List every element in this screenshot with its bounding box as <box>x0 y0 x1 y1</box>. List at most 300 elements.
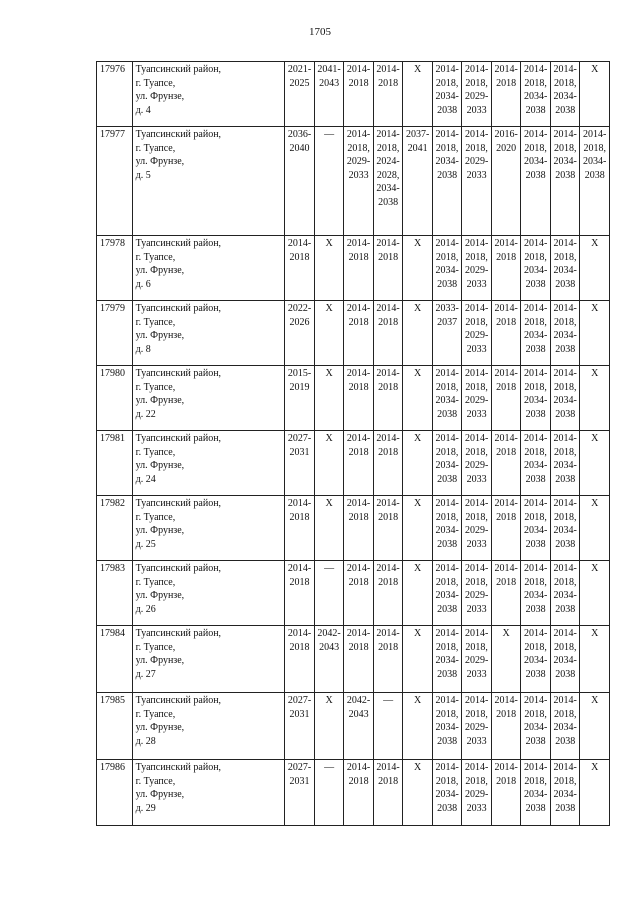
period-line: 2034- <box>553 525 577 536</box>
period-line: 2031 <box>289 775 310 787</box>
period-cell <box>521 366 551 431</box>
address-line: ул. Фрунзе, <box>135 525 185 536</box>
period-cell <box>521 626 551 693</box>
address-line: г. Туапсе, <box>135 316 176 328</box>
period-line: — <box>324 129 335 140</box>
period-line: 2033 <box>348 169 369 181</box>
address-line: д. 25 <box>135 538 156 550</box>
period-line: 2014- <box>287 238 312 249</box>
period-cell <box>432 693 462 760</box>
address-cell <box>132 62 285 127</box>
address-line: Туапсинский район, <box>135 498 222 509</box>
period-line: 2038 <box>525 538 546 550</box>
address-line: Туапсинский район, <box>135 238 222 249</box>
period-line: Х <box>325 238 333 249</box>
period-cell <box>462 760 492 826</box>
period-cell <box>344 236 374 301</box>
period-line: 2015- <box>287 368 312 379</box>
period-cell <box>550 496 580 561</box>
period-cell <box>403 496 433 561</box>
period-line: 2018 <box>496 775 517 787</box>
period-line: 2029- <box>464 156 489 167</box>
period-cell <box>373 127 403 236</box>
period-cell <box>314 760 344 826</box>
address-line: г. Туапсе, <box>135 77 176 89</box>
period-line: 2014- <box>583 129 607 140</box>
period-line: 2014- <box>494 64 518 75</box>
period-line: 2038 <box>555 735 576 747</box>
period-cell <box>521 127 551 236</box>
period-cell <box>491 366 521 431</box>
period-cell <box>550 760 580 826</box>
period-cell <box>373 431 403 496</box>
period-line: 2018 <box>348 251 369 263</box>
period-line: 2014- <box>553 628 577 639</box>
period-line: 2034- <box>553 789 577 800</box>
period-line: 2034- <box>435 395 459 406</box>
period-line: 2018, <box>435 576 459 588</box>
address-cell <box>132 127 285 236</box>
period-cell <box>432 301 462 366</box>
period-line: 2014- <box>346 238 371 249</box>
period-cell <box>491 496 521 561</box>
period-cell <box>462 301 492 366</box>
address-line: Туапсинский район, <box>135 762 222 773</box>
period-line: 2018, <box>553 316 577 328</box>
period-cell <box>314 561 344 626</box>
period-cell <box>403 693 433 760</box>
period-line: 2033 <box>466 278 487 290</box>
period-line: 2034- <box>435 156 459 167</box>
address-line: ул. Фрунзе, <box>135 722 185 733</box>
period-cell <box>550 301 580 366</box>
period-line: 2014- <box>435 129 459 140</box>
record-number: 17979 <box>97 301 133 366</box>
period-cell <box>521 431 551 496</box>
period-cell <box>580 561 610 626</box>
period-cell <box>580 127 610 236</box>
period-line: 2034- <box>435 789 459 800</box>
period-line: 2018, <box>465 446 488 458</box>
period-line: 2037 <box>437 316 458 328</box>
address-line: г. Туапсе, <box>135 142 176 154</box>
period-line: 2027- <box>287 762 312 773</box>
period-cell <box>491 62 521 127</box>
period-cell <box>550 626 580 693</box>
period-line: 2014- <box>435 433 459 444</box>
table-row <box>97 626 610 693</box>
period-line: 2041 <box>407 142 428 154</box>
period-line: 2018 <box>378 576 399 588</box>
period-cell <box>521 301 551 366</box>
period-line: 2014- <box>435 238 459 249</box>
period-cell <box>491 301 521 366</box>
period-line: 2018, <box>435 77 459 89</box>
period-line: Х <box>414 498 422 509</box>
period-cell <box>344 760 374 826</box>
period-line: — <box>324 762 335 773</box>
period-line: Х <box>502 628 510 639</box>
period-cell <box>432 431 462 496</box>
period-cell <box>521 693 551 760</box>
period-cell <box>403 366 433 431</box>
period-line: 2014- <box>376 368 400 379</box>
period-line: 2034- <box>376 183 400 194</box>
record-number: 17984 <box>97 626 133 693</box>
period-line: Х <box>591 695 599 706</box>
period-line: 2014- <box>494 563 518 574</box>
period-line: 2014- <box>464 303 489 314</box>
period-line: 2033 <box>466 343 487 355</box>
address-line: д. 4 <box>135 104 151 116</box>
address-cell <box>132 301 285 366</box>
period-line: Х <box>414 695 422 706</box>
period-line: Х <box>414 563 422 574</box>
address-cell <box>132 236 285 301</box>
period-cell <box>432 626 462 693</box>
period-line: 2014- <box>524 64 548 75</box>
table-row <box>97 431 610 496</box>
period-line: 2018 <box>348 77 369 89</box>
period-line: 2024- <box>376 156 400 167</box>
period-cell <box>491 626 521 693</box>
period-line: 2014- <box>376 238 400 249</box>
period-cell <box>580 760 610 826</box>
period-cell <box>314 301 344 366</box>
period-line: 2014- <box>524 762 548 773</box>
period-line: 2018, <box>524 708 547 720</box>
period-line: Х <box>591 368 599 379</box>
period-line: 2038 <box>525 735 546 747</box>
period-cell <box>344 693 374 760</box>
period-cell <box>373 561 403 626</box>
address-cell <box>132 561 285 626</box>
period-line: 2018, <box>553 641 577 653</box>
period-line: 2018 <box>378 251 399 263</box>
period-line: Х <box>591 628 599 639</box>
period-line: 2034- <box>553 460 577 471</box>
period-line: 2034- <box>553 91 577 102</box>
period-line: 2034- <box>435 722 459 733</box>
period-line: 2029- <box>464 460 489 471</box>
period-line: 2014- <box>376 129 400 140</box>
period-line: 2029- <box>464 265 489 276</box>
period-line: 2033 <box>466 169 487 181</box>
period-line: 2018, <box>553 511 577 523</box>
period-line: 2034- <box>553 722 577 733</box>
address-line: г. Туапсе, <box>135 381 176 393</box>
period-line: 2014- <box>435 498 459 509</box>
period-line: 2014- <box>376 433 400 444</box>
period-line: Х <box>325 368 333 379</box>
period-line: 2014- <box>435 695 459 706</box>
period-line: 2018 <box>496 708 517 720</box>
period-line: 2018 <box>378 511 399 523</box>
period-cell <box>403 236 433 301</box>
period-line: 2014- <box>287 563 312 574</box>
period-line: 2019 <box>289 381 310 393</box>
record-number: 17983 <box>97 561 133 626</box>
period-cell <box>344 62 374 127</box>
period-line: 2018, <box>435 251 459 263</box>
period-cell <box>285 301 315 366</box>
period-line: 2018 <box>348 641 369 653</box>
period-cell <box>285 626 315 693</box>
period-line: 2018, <box>465 775 488 787</box>
period-line: 2018 <box>378 446 399 458</box>
table-row <box>97 366 610 431</box>
period-line: 2014- <box>553 695 577 706</box>
period-line: 2018, <box>435 511 459 523</box>
period-cell <box>580 626 610 693</box>
period-line: Х <box>414 628 422 639</box>
period-line: 2034- <box>524 460 548 471</box>
period-line: 2014- <box>376 762 400 773</box>
period-line: 2034- <box>553 655 577 666</box>
period-cell <box>462 561 492 626</box>
period-line: 2018 <box>378 381 399 393</box>
page-number: 1705 <box>309 26 331 38</box>
period-line: 2029- <box>464 395 489 406</box>
period-cell <box>550 62 580 127</box>
period-line: 2014- <box>346 368 371 379</box>
period-line: 2034- <box>553 590 577 601</box>
period-line: 2014- <box>494 368 518 379</box>
period-cell <box>314 236 344 301</box>
record-number: 17981 <box>97 431 133 496</box>
period-line: 2038 <box>437 802 458 814</box>
period-line: 2034- <box>435 590 459 601</box>
period-line: 2043 <box>319 641 340 653</box>
record-number: 17977 <box>97 127 133 236</box>
period-cell <box>432 760 462 826</box>
period-line: 2038 <box>555 278 576 290</box>
period-line: 2018, <box>553 576 577 588</box>
period-line: 2034- <box>524 395 548 406</box>
address-line: д. 27 <box>135 668 156 680</box>
table-row <box>97 62 610 127</box>
period-line: Х <box>591 238 599 249</box>
period-line: Х <box>325 695 333 706</box>
period-cell <box>285 236 315 301</box>
period-line: 2018 <box>496 316 517 328</box>
period-line: 2018, <box>465 641 488 653</box>
period-line: 2018, <box>524 446 547 458</box>
period-line: 2014- <box>346 433 371 444</box>
period-line: 2018, <box>553 142 577 154</box>
period-line: — <box>324 563 335 574</box>
period-line: 2038 <box>437 603 458 615</box>
register-table <box>96 61 610 826</box>
period-cell <box>285 760 315 826</box>
period-line: 2038 <box>555 603 576 615</box>
period-cell <box>521 561 551 626</box>
period-cell <box>285 127 315 236</box>
period-cell <box>285 366 315 431</box>
table-row <box>97 236 610 301</box>
period-line: Х <box>591 762 599 773</box>
period-line: Х <box>591 303 599 314</box>
period-line: 2014- <box>494 762 518 773</box>
table-row <box>97 561 610 626</box>
period-line: 2018 <box>289 641 310 653</box>
period-cell <box>432 561 462 626</box>
address-line: Туапсинский район, <box>135 628 222 639</box>
period-line: 2034- <box>553 395 577 406</box>
period-line: 2038 <box>525 104 546 116</box>
address-cell <box>132 693 285 760</box>
period-line: 2022- <box>287 303 312 314</box>
period-line: 2018, <box>524 381 547 393</box>
period-line: 2014- <box>435 628 459 639</box>
period-cell <box>344 301 374 366</box>
record-number: 17976 <box>97 62 133 127</box>
period-line: 2014- <box>376 563 400 574</box>
period-cell <box>314 693 344 760</box>
period-line: 2014- <box>376 628 400 639</box>
period-line: 2018 <box>496 77 517 89</box>
period-line: 2014- <box>553 563 577 574</box>
period-line: 2014- <box>435 563 459 574</box>
period-cell <box>403 431 433 496</box>
period-line: 2018 <box>348 446 369 458</box>
period-line: 2033 <box>466 408 487 420</box>
period-line: 2018, <box>435 641 459 653</box>
period-line: 2038 <box>437 538 458 550</box>
period-line: 2037- <box>405 129 430 140</box>
period-cell <box>462 431 492 496</box>
period-line: 2018 <box>348 511 369 523</box>
record-number: 17980 <box>97 366 133 431</box>
period-cell <box>462 496 492 561</box>
period-line: 2038 <box>437 104 458 116</box>
period-line: 2038 <box>437 169 458 181</box>
period-cell <box>550 127 580 236</box>
period-line: 2033 <box>466 538 487 550</box>
address-line: ул. Фрунзе, <box>135 330 185 341</box>
period-line: 2018, <box>465 77 488 89</box>
period-line: 2018 <box>496 446 517 458</box>
period-cell <box>403 127 433 236</box>
table-row <box>97 760 610 826</box>
table-row <box>97 127 610 236</box>
period-line: 2018, <box>465 708 488 720</box>
period-line: 2034- <box>524 789 548 800</box>
period-line: 2021- <box>287 64 312 75</box>
period-line: 2018 <box>496 381 517 393</box>
address-line: Туапсинский район, <box>135 303 222 314</box>
period-cell <box>373 62 403 127</box>
address-cell <box>132 496 285 561</box>
period-line: 2034- <box>435 525 459 536</box>
period-cell <box>314 127 344 236</box>
period-cell <box>491 236 521 301</box>
period-line: 2025 <box>289 77 310 89</box>
period-line: 2014- <box>464 628 489 639</box>
period-line: Х <box>414 433 422 444</box>
address-cell <box>132 431 285 496</box>
address-cell <box>132 760 285 826</box>
period-line: 2029- <box>464 789 489 800</box>
period-line: 2014- <box>435 368 459 379</box>
address-line: ул. Фрунзе, <box>135 265 185 276</box>
period-line: 2038 <box>525 343 546 355</box>
period-line: 2014- <box>287 628 312 639</box>
period-line: 2014- <box>464 368 489 379</box>
period-cell <box>580 431 610 496</box>
period-cell <box>373 760 403 826</box>
period-cell <box>462 693 492 760</box>
period-line: 2014- <box>553 64 577 75</box>
period-cell <box>462 236 492 301</box>
period-cell <box>373 496 403 561</box>
period-line: 2028, <box>376 169 400 181</box>
period-line: 2033 <box>466 668 487 680</box>
period-line: 2018 <box>348 576 369 588</box>
period-line: 2034- <box>435 460 459 471</box>
period-line: 2014- <box>494 238 518 249</box>
period-line: 2014- <box>346 563 371 574</box>
period-line: 2014- <box>494 695 518 706</box>
period-line: 2014- <box>376 303 400 314</box>
period-line: 2036- <box>287 129 312 140</box>
period-cell <box>373 301 403 366</box>
period-cell <box>344 626 374 693</box>
period-line: 2042- <box>346 695 371 706</box>
period-cell <box>344 431 374 496</box>
period-line: 2014- <box>464 498 489 509</box>
period-line: 2018, <box>553 251 577 263</box>
period-line: 2038 <box>555 169 576 181</box>
period-line: Х <box>591 498 599 509</box>
address-line: Туапсинский район, <box>135 129 222 140</box>
period-line: 2014- <box>435 762 459 773</box>
period-line: 2018, <box>553 381 577 393</box>
period-line: 2038 <box>555 473 576 485</box>
period-line: 2014- <box>464 695 489 706</box>
address-line: Туапсинский район, <box>135 368 222 379</box>
address-line: г. Туапсе, <box>135 511 176 523</box>
period-line: 2034- <box>524 156 548 167</box>
period-line: 2034- <box>435 265 459 276</box>
period-line: 2033 <box>466 104 487 116</box>
address-line: д. 6 <box>135 278 151 290</box>
period-line: 2038 <box>378 196 399 208</box>
period-cell <box>580 301 610 366</box>
period-line: 2018, <box>376 142 400 154</box>
period-line: 2038 <box>525 668 546 680</box>
address-line: г. Туапсе, <box>135 641 176 653</box>
period-line: Х <box>414 238 422 249</box>
period-line: 2018, <box>524 316 547 328</box>
period-line: 2018 <box>378 77 399 89</box>
period-line: 2034- <box>553 265 577 276</box>
address-line: ул. Фрунзе, <box>135 91 185 102</box>
period-cell <box>373 626 403 693</box>
period-cell <box>580 62 610 127</box>
period-line: 2033 <box>466 603 487 615</box>
period-line: 2014- <box>553 498 577 509</box>
period-cell <box>373 693 403 760</box>
period-line: Х <box>591 433 599 444</box>
period-line: 2018 <box>378 641 399 653</box>
period-cell <box>580 366 610 431</box>
period-line: Х <box>325 303 333 314</box>
period-line: 2014- <box>464 238 489 249</box>
register-body <box>97 62 610 826</box>
address-line: Туапсинский район, <box>135 695 222 706</box>
period-line: 2018, <box>553 77 577 89</box>
